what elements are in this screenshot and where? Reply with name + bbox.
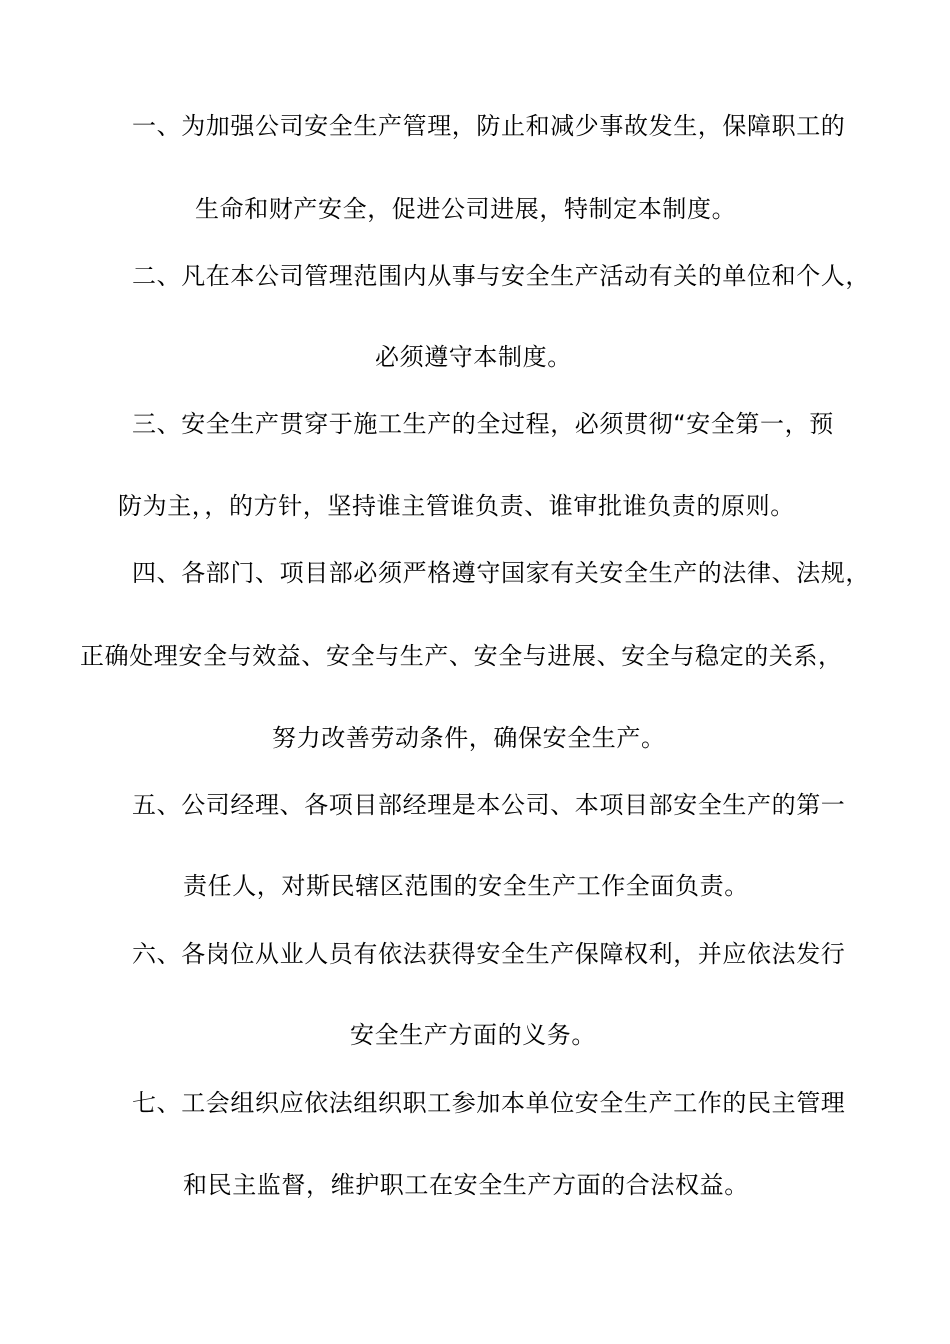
clause-4-line-1: 四、各部门、项目部必须严格遵守国家有关安全生产的法律、法规， <box>132 559 870 587</box>
clause-1-line-2: 生命和财产安全，促进公司进展，特制定本制度。 <box>195 195 737 223</box>
clause-5-line-1: 五、公司经理、各项目部经理是本公司、本项目部安全生产的第一 <box>132 791 846 819</box>
clause-5-line-2: 责任人，对斯民辖区范围的安全生产工作全面负责。 <box>183 872 749 900</box>
clause-3-line-1: 三、安全生产贯穿于施工生产的全过程，必须贯彻“安全第一，预 <box>132 410 834 438</box>
clause-7-line-1: 七、工会组织应依法组织职工参加本单位安全生产工作的民主管理 <box>132 1089 846 1117</box>
clause-4-line-2: 正确处理安全与效益、安全与生产、安全与进展、安全与稳定的关系， <box>80 642 843 670</box>
clause-7-line-2: 和民主监督，维护职工在安全生产方面的合法权益。 <box>183 1171 749 1199</box>
clause-6-line-2: 安全生产方面的义务。 <box>350 1021 596 1049</box>
clause-4-line-3: 努力改善劳动条件，确保安全生产。 <box>272 724 666 752</box>
clause-6-line-1: 六、各岗位从业人员有依法获得安全生产保障权利，并应依法发行 <box>132 940 846 968</box>
clause-3-line-2: 防为主，，的方针，坚持谁主管谁负责、谁审批谁负责的原则。 <box>118 492 795 520</box>
clause-2-line-2: 必须遵守本制度。 <box>375 343 572 371</box>
clause-2-line-1: 二、凡在本公司管理范围内从事与安全生产活动有关的单位和个人， <box>132 262 870 290</box>
clause-1-line-1: 一、为加强公司安全生产管理，防止和减少事故发生，保障职工的 <box>132 112 846 140</box>
